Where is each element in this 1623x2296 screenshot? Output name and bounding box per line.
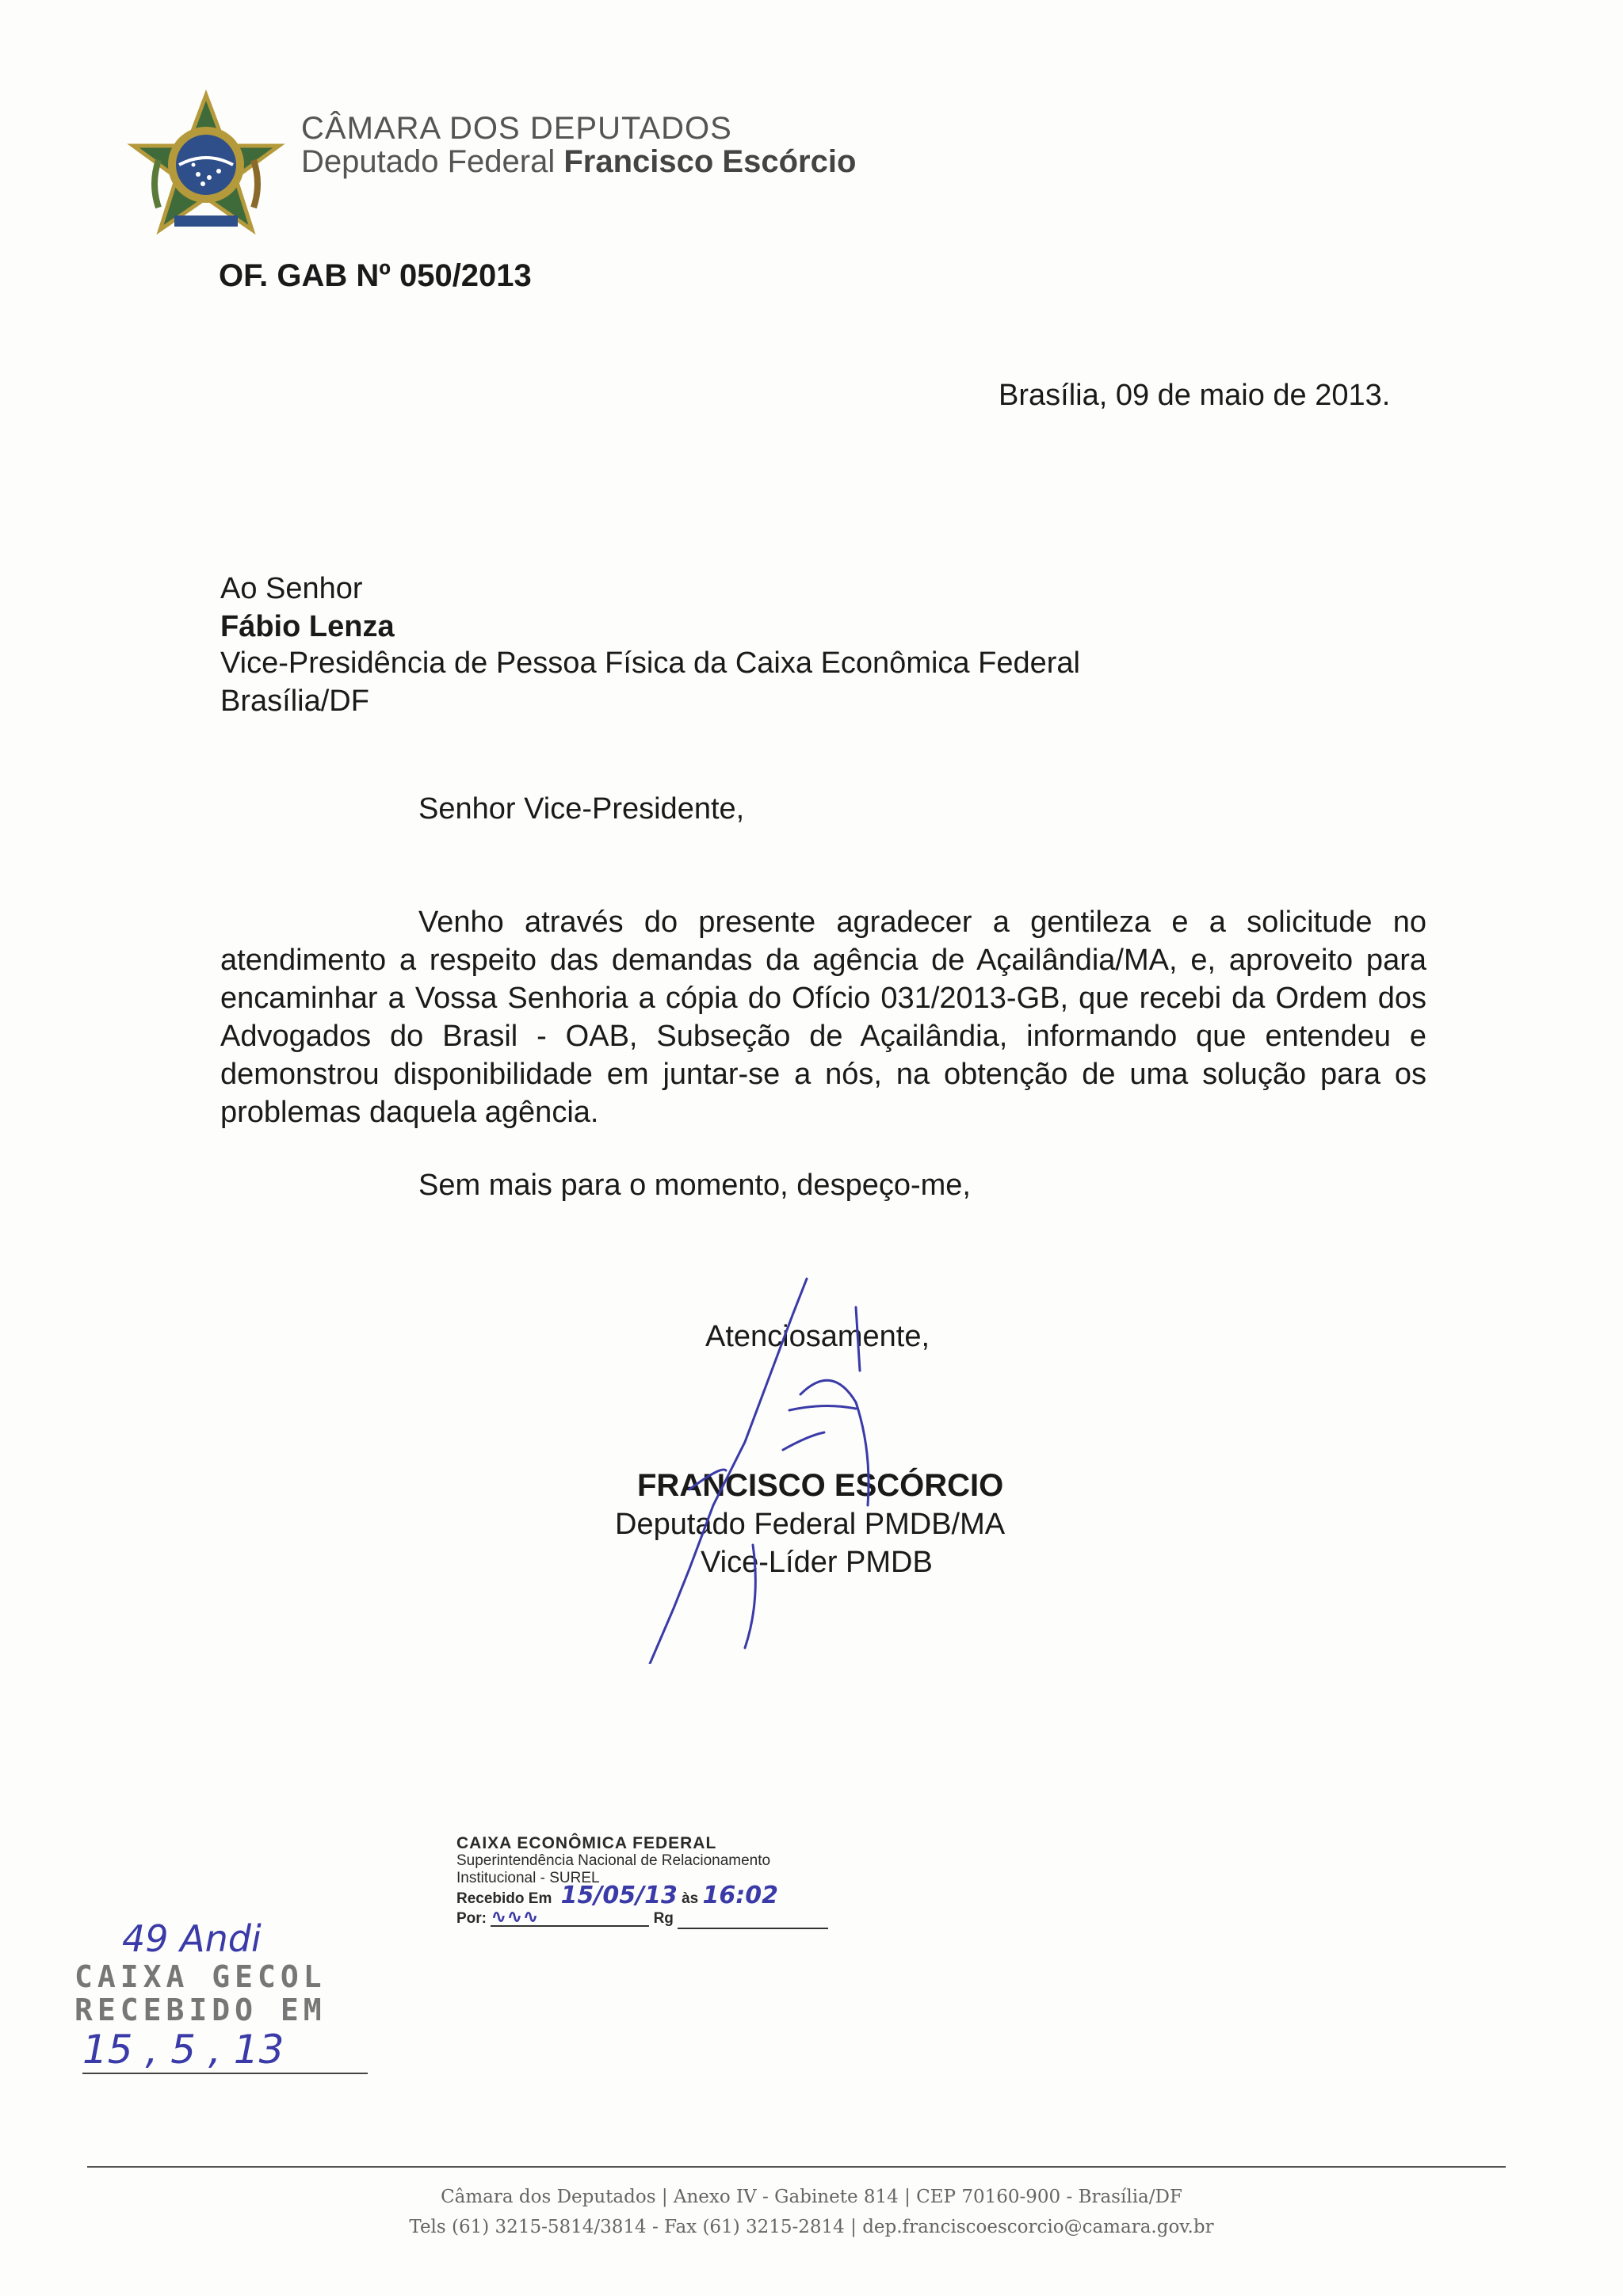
received-by-label: Por: xyxy=(456,1910,487,1927)
receipt-stamp-line2: Superintendência Nacional de Relacionamento xyxy=(456,1852,771,1869)
receipt-stamp-line3: Institucional - SUREL xyxy=(456,1870,600,1886)
footer-contacts: Tels (61) 3215-5814/3814 - Fax (61) 3215-2814 | dep.franciscoescorcio@camara.gov.br xyxy=(409,2217,1214,2237)
footer-rule xyxy=(87,2166,1506,2168)
body-paragraph: Venho através do presente agradecer a gentileza e a solicitude no atendimento a respeito das demandas da agência de Açailândia/MA, e, aproveito para encaminhar a Vossa Senhoria a cópia do Ofício 031/2013-GB, que recebi da Ordem dos Advogados do Brasil - OAB, Subseção de Açailândia, informando que entendeu e demonstrou disponibilidade em juntar-se a nós, na obtenção de uma solução para os problemas daquela agência. xyxy=(220,906,1426,1129)
letterhead-office xyxy=(301,144,856,180)
greeting: Senhor Vice-Presidente, xyxy=(418,792,745,826)
receipt-stamp xyxy=(456,1835,837,1929)
reference-number: OF. GAB Nº 050/2013 xyxy=(219,258,532,293)
signatory-role: Vice-Líder PMDB xyxy=(701,1546,933,1579)
gecol-handwritten-note: 49 Andi xyxy=(122,1917,262,1960)
handwritten-signature xyxy=(555,1268,999,1664)
received-date: 15/05/13 xyxy=(560,1882,678,1909)
letterhead-office-name: Francisco Escórcio xyxy=(563,144,857,179)
signatory-name: FRANCISCO ESCÓRCIO xyxy=(637,1468,1004,1503)
receipt-stamp-by-row xyxy=(456,1905,837,1929)
recipient-position: Vice-Presidência de Pessoa Física da Caixa Econômica Federal xyxy=(220,646,1080,680)
recipient-name: Fábio Lenza xyxy=(220,610,395,643)
letterhead-institution: CÂMARA DOS DEPUTADOS xyxy=(301,111,732,146)
received-time: 16:02 xyxy=(702,1882,779,1909)
gecol-handwritten-date: 15 , 5 , 13 xyxy=(82,2027,368,2074)
footer-address: Câmara dos Deputados | Anexo IV - Gabinete 814 | CEP 70160-900 - Brasília/DF xyxy=(441,2187,1182,2207)
signatory-title: Deputado Federal PMDB/MA xyxy=(615,1508,1006,1541)
gecol-line2: RECEBIDO EM xyxy=(74,1993,327,2027)
received-by-signature: ∿∿∿ xyxy=(491,1908,649,1927)
receipt-stamp-line1: CAIXA ECONÔMICA FEDERAL xyxy=(456,1834,717,1852)
coat-of-arms-seal xyxy=(127,89,285,247)
recipient-salutation: Ao Senhor xyxy=(220,572,363,605)
received-label: Recebido Em xyxy=(456,1890,552,1907)
closing-line: Sem mais para o momento, despeço-me, xyxy=(418,1169,971,1202)
received-rg-line xyxy=(678,1910,828,1929)
recipient-city: Brasília/DF xyxy=(220,685,369,718)
regards: Atenciosamente, xyxy=(705,1320,930,1353)
gecol-line1: CAIXA GECOL xyxy=(74,1959,327,1994)
date-line: Brasília, 09 de maio de 2013. xyxy=(999,379,1391,412)
letterhead-office-prefix: Deputado Federal xyxy=(301,144,556,179)
received-rg-label: Rg xyxy=(653,1910,674,1927)
received-time-label: às xyxy=(682,1890,699,1907)
gecol-stamp xyxy=(74,1917,391,2074)
